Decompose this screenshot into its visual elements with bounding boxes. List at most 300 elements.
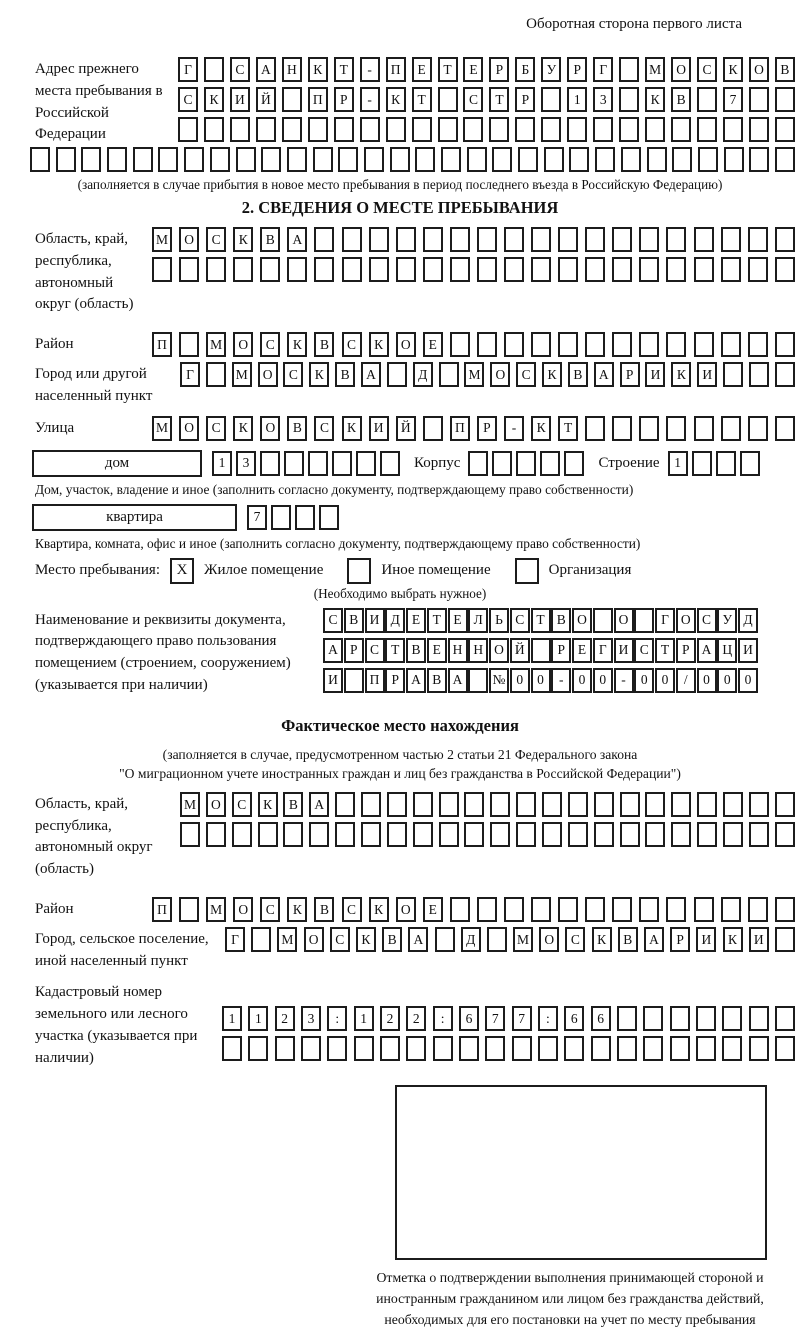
char-cell[interactable]: [671, 822, 691, 847]
char-cell[interactable]: [775, 792, 795, 817]
char-cell[interactable]: [634, 608, 654, 633]
char-cell[interactable]: [516, 451, 536, 476]
char-cell[interactable]: [489, 117, 509, 142]
char-cell[interactable]: О: [233, 897, 253, 922]
char-cell[interactable]: В: [260, 227, 280, 252]
char-cell[interactable]: Ь: [489, 608, 509, 633]
char-cell[interactable]: 3: [236, 451, 256, 476]
char-cell[interactable]: [639, 332, 659, 357]
char-cell[interactable]: А: [323, 638, 343, 663]
char-cell[interactable]: [612, 227, 632, 252]
char-cell[interactable]: [180, 822, 200, 847]
char-cell[interactable]: [485, 1036, 505, 1061]
char-cell[interactable]: С: [510, 608, 530, 633]
char-cell[interactable]: [468, 451, 488, 476]
char-cell[interactable]: Й: [256, 87, 276, 112]
char-cell[interactable]: [204, 117, 224, 142]
char-cell[interactable]: [309, 822, 329, 847]
char-cell[interactable]: [308, 117, 328, 142]
char-cell[interactable]: [467, 147, 487, 172]
char-cell[interactable]: П: [365, 668, 385, 693]
char-cell[interactable]: М: [152, 227, 172, 252]
char-cell[interactable]: [643, 1006, 663, 1031]
char-cell[interactable]: С: [232, 792, 252, 817]
char-cell[interactable]: [723, 362, 743, 387]
char-cell[interactable]: [490, 822, 510, 847]
char-cell[interactable]: О: [490, 362, 510, 387]
char-cell[interactable]: Т: [438, 57, 458, 82]
char-cell[interactable]: В: [671, 87, 691, 112]
char-cell[interactable]: [775, 416, 795, 441]
char-cell[interactable]: [387, 792, 407, 817]
char-cell[interactable]: [81, 147, 101, 172]
char-cell[interactable]: М: [645, 57, 665, 82]
char-cell[interactable]: 3: [301, 1006, 321, 1031]
char-cell[interactable]: Й: [510, 638, 530, 663]
char-cell[interactable]: О: [206, 792, 226, 817]
char-cell[interactable]: [210, 147, 230, 172]
char-cell[interactable]: С: [697, 57, 717, 82]
char-cell[interactable]: Д: [738, 608, 758, 633]
char-cell[interactable]: [158, 147, 178, 172]
char-cell[interactable]: Г: [593, 57, 613, 82]
char-cell[interactable]: [612, 897, 632, 922]
char-cell[interactable]: Б: [515, 57, 535, 82]
char-cell[interactable]: 0: [717, 668, 737, 693]
char-cell[interactable]: [621, 147, 641, 172]
char-cell[interactable]: Р: [620, 362, 640, 387]
char-cell[interactable]: [748, 332, 768, 357]
char-cell[interactable]: Й: [396, 416, 416, 441]
char-cell[interactable]: А: [406, 668, 426, 693]
apartment-box[interactable]: квартира: [32, 504, 237, 531]
char-cell[interactable]: С: [260, 332, 280, 357]
char-cell[interactable]: Р: [676, 638, 696, 663]
char-cell[interactable]: [179, 257, 199, 282]
char-cell[interactable]: П: [308, 87, 328, 112]
char-cell[interactable]: [666, 332, 686, 357]
char-cell[interactable]: С: [565, 927, 585, 952]
char-cell[interactable]: [516, 822, 536, 847]
char-cell[interactable]: В: [406, 638, 426, 663]
char-cell[interactable]: М: [513, 927, 533, 952]
char-cell[interactable]: 0: [697, 668, 717, 693]
char-cell[interactable]: [696, 1006, 716, 1031]
char-cell[interactable]: :: [327, 1006, 347, 1031]
char-cell[interactable]: [314, 257, 334, 282]
char-cell[interactable]: [531, 638, 551, 663]
char-cell[interactable]: К: [386, 87, 406, 112]
char-cell[interactable]: [504, 257, 524, 282]
char-cell[interactable]: [354, 1036, 374, 1061]
char-cell[interactable]: С: [342, 332, 362, 357]
char-cell[interactable]: [178, 117, 198, 142]
char-cell[interactable]: 1: [212, 451, 232, 476]
char-cell[interactable]: [282, 87, 302, 112]
char-cell[interactable]: Е: [406, 608, 426, 633]
char-cell[interactable]: А: [361, 362, 381, 387]
char-cell[interactable]: [538, 1036, 558, 1061]
char-cell[interactable]: 7: [723, 87, 743, 112]
char-cell[interactable]: С: [206, 227, 226, 252]
char-cell[interactable]: -: [360, 57, 380, 82]
char-cell[interactable]: О: [179, 227, 199, 252]
char-cell[interactable]: К: [356, 927, 376, 952]
char-cell[interactable]: [585, 416, 605, 441]
char-cell[interactable]: [748, 416, 768, 441]
char-cell[interactable]: И: [365, 608, 385, 633]
char-cell[interactable]: [492, 147, 512, 172]
char-cell[interactable]: [342, 257, 362, 282]
char-cell[interactable]: 1: [668, 451, 688, 476]
char-cell[interactable]: Г: [655, 608, 675, 633]
char-cell[interactable]: [487, 927, 507, 952]
confirmation-stamp-box[interactable]: [395, 1085, 767, 1260]
char-cell[interactable]: [439, 362, 459, 387]
char-cell[interactable]: Е: [423, 332, 443, 357]
char-cell[interactable]: [531, 257, 551, 282]
char-cell[interactable]: Н: [468, 638, 488, 663]
char-cell[interactable]: [620, 822, 640, 847]
char-cell[interactable]: Д: [385, 608, 405, 633]
char-cell[interactable]: [670, 1006, 690, 1031]
char-cell[interactable]: А: [448, 668, 468, 693]
char-cell[interactable]: [504, 897, 524, 922]
char-cell[interactable]: [463, 117, 483, 142]
char-cell[interactable]: [477, 257, 497, 282]
char-cell[interactable]: [723, 117, 743, 142]
char-cell[interactable]: [666, 257, 686, 282]
char-cell[interactable]: [206, 822, 226, 847]
char-cell[interactable]: [335, 822, 355, 847]
char-cell[interactable]: [206, 257, 226, 282]
char-cell[interactable]: [338, 147, 358, 172]
char-cell[interactable]: А: [287, 227, 307, 252]
char-cell[interactable]: Л: [468, 608, 488, 633]
char-cell[interactable]: [423, 227, 443, 252]
char-cell[interactable]: О: [179, 416, 199, 441]
char-cell[interactable]: 1: [222, 1006, 242, 1031]
char-cell[interactable]: Р: [515, 87, 535, 112]
char-cell[interactable]: [179, 897, 199, 922]
char-cell[interactable]: [542, 792, 562, 817]
char-cell[interactable]: С: [697, 608, 717, 633]
char-cell[interactable]: Р: [385, 668, 405, 693]
char-cell[interactable]: [396, 227, 416, 252]
char-cell[interactable]: О: [396, 897, 416, 922]
char-cell[interactable]: [619, 57, 639, 82]
char-cell[interactable]: [438, 87, 458, 112]
char-cell[interactable]: [775, 1036, 795, 1061]
char-cell[interactable]: [206, 362, 226, 387]
char-cell[interactable]: М: [206, 897, 226, 922]
char-cell[interactable]: Т: [385, 638, 405, 663]
char-cell[interactable]: А: [309, 792, 329, 817]
char-cell[interactable]: [568, 822, 588, 847]
char-cell[interactable]: К: [204, 87, 224, 112]
char-cell[interactable]: [749, 1036, 769, 1061]
char-cell[interactable]: 2: [275, 1006, 295, 1031]
char-cell[interactable]: В: [314, 332, 334, 357]
char-cell[interactable]: 6: [564, 1006, 584, 1031]
char-cell[interactable]: 3: [593, 87, 613, 112]
char-cell[interactable]: [468, 668, 488, 693]
char-cell[interactable]: [413, 792, 433, 817]
char-cell[interactable]: [748, 227, 768, 252]
char-cell[interactable]: [492, 451, 512, 476]
char-cell[interactable]: [694, 897, 714, 922]
char-cell[interactable]: [380, 1036, 400, 1061]
char-cell[interactable]: [595, 147, 615, 172]
char-cell[interactable]: [204, 57, 224, 82]
char-cell[interactable]: К: [342, 416, 362, 441]
char-cell[interactable]: [406, 1036, 426, 1061]
stay-type-checkbox-other[interactable]: [347, 558, 371, 584]
char-cell[interactable]: [360, 117, 380, 142]
char-cell[interactable]: С: [516, 362, 536, 387]
char-cell[interactable]: В: [335, 362, 355, 387]
char-cell[interactable]: [283, 822, 303, 847]
char-cell[interactable]: [232, 822, 252, 847]
char-cell[interactable]: [775, 822, 795, 847]
char-cell[interactable]: [671, 792, 691, 817]
char-cell[interactable]: 0: [655, 668, 675, 693]
char-cell[interactable]: [775, 147, 795, 172]
char-cell[interactable]: [335, 792, 355, 817]
char-cell[interactable]: [313, 147, 333, 172]
char-cell[interactable]: [594, 792, 614, 817]
stay-type-checkbox-organization[interactable]: [515, 558, 539, 584]
char-cell[interactable]: К: [369, 332, 389, 357]
char-cell[interactable]: О: [260, 416, 280, 441]
char-cell[interactable]: 6: [591, 1006, 611, 1031]
char-cell[interactable]: О: [614, 608, 634, 633]
char-cell[interactable]: [477, 332, 497, 357]
char-cell[interactable]: [504, 332, 524, 357]
char-cell[interactable]: К: [287, 897, 307, 922]
char-cell[interactable]: [645, 822, 665, 847]
char-cell[interactable]: В: [344, 608, 364, 633]
char-cell[interactable]: К: [369, 897, 389, 922]
char-cell[interactable]: -: [504, 416, 524, 441]
char-cell[interactable]: [256, 117, 276, 142]
char-cell[interactable]: [504, 227, 524, 252]
char-cell[interactable]: Р: [670, 927, 690, 952]
char-cell[interactable]: [512, 1036, 532, 1061]
char-cell[interactable]: [423, 257, 443, 282]
char-cell[interactable]: Т: [558, 416, 578, 441]
char-cell[interactable]: [133, 147, 153, 172]
char-cell[interactable]: Р: [567, 57, 587, 82]
char-cell[interactable]: В: [551, 608, 571, 633]
char-cell[interactable]: С: [463, 87, 483, 112]
char-cell[interactable]: М: [464, 362, 484, 387]
char-cell[interactable]: К: [671, 362, 691, 387]
char-cell[interactable]: [464, 792, 484, 817]
char-cell[interactable]: [413, 822, 433, 847]
char-cell[interactable]: [564, 451, 584, 476]
char-cell[interactable]: [585, 227, 605, 252]
char-cell[interactable]: Е: [412, 57, 432, 82]
char-cell[interactable]: [184, 147, 204, 172]
stay-type-checkbox-dwelling[interactable]: X: [170, 558, 194, 584]
char-cell[interactable]: 7: [247, 505, 267, 530]
char-cell[interactable]: 0: [738, 668, 758, 693]
char-cell[interactable]: [647, 147, 667, 172]
char-cell[interactable]: Р: [489, 57, 509, 82]
char-cell[interactable]: [107, 147, 127, 172]
char-cell[interactable]: [450, 227, 470, 252]
char-cell[interactable]: 2: [406, 1006, 426, 1031]
char-cell[interactable]: Е: [448, 608, 468, 633]
char-cell[interactable]: [541, 117, 561, 142]
char-cell[interactable]: Н: [282, 57, 302, 82]
char-cell[interactable]: [531, 227, 551, 252]
char-cell[interactable]: [380, 451, 400, 476]
char-cell[interactable]: [152, 257, 172, 282]
char-cell[interactable]: С: [178, 87, 198, 112]
char-cell[interactable]: О: [396, 332, 416, 357]
char-cell[interactable]: [387, 822, 407, 847]
char-cell[interactable]: 2: [380, 1006, 400, 1031]
char-cell[interactable]: [569, 147, 589, 172]
char-cell[interactable]: [464, 822, 484, 847]
char-cell[interactable]: [415, 147, 435, 172]
char-cell[interactable]: №: [489, 668, 509, 693]
char-cell[interactable]: [301, 1036, 321, 1061]
char-cell[interactable]: Ц: [717, 638, 737, 663]
char-cell[interactable]: [284, 451, 304, 476]
char-cell[interactable]: [364, 147, 384, 172]
char-cell[interactable]: 0: [572, 668, 592, 693]
char-cell[interactable]: С: [330, 927, 350, 952]
char-cell[interactable]: [748, 897, 768, 922]
char-cell[interactable]: [258, 822, 278, 847]
char-cell[interactable]: [342, 227, 362, 252]
char-cell[interactable]: 6: [459, 1006, 479, 1031]
char-cell[interactable]: Д: [413, 362, 433, 387]
char-cell[interactable]: [591, 1036, 611, 1061]
char-cell[interactable]: К: [531, 416, 551, 441]
char-cell[interactable]: [361, 822, 381, 847]
char-cell[interactable]: 0: [531, 668, 551, 693]
char-cell[interactable]: [692, 451, 712, 476]
char-cell[interactable]: И: [749, 927, 769, 952]
char-cell[interactable]: [236, 147, 256, 172]
char-cell[interactable]: [518, 147, 538, 172]
char-cell[interactable]: [694, 332, 714, 357]
char-cell[interactable]: [260, 451, 280, 476]
char-cell[interactable]: [585, 257, 605, 282]
char-cell[interactable]: [722, 1006, 742, 1031]
char-cell[interactable]: [412, 117, 432, 142]
char-cell[interactable]: [441, 147, 461, 172]
char-cell[interactable]: [698, 147, 718, 172]
char-cell[interactable]: А: [408, 927, 428, 952]
char-cell[interactable]: [30, 147, 50, 172]
char-cell[interactable]: С: [323, 608, 343, 633]
char-cell[interactable]: К: [723, 927, 743, 952]
char-cell[interactable]: К: [723, 57, 743, 82]
char-cell[interactable]: Т: [489, 87, 509, 112]
char-cell[interactable]: Д: [461, 927, 481, 952]
char-cell[interactable]: [749, 1006, 769, 1031]
char-cell[interactable]: Е: [423, 897, 443, 922]
char-cell[interactable]: [332, 451, 352, 476]
char-cell[interactable]: [775, 257, 795, 282]
char-cell[interactable]: [749, 362, 769, 387]
char-cell[interactable]: [775, 117, 795, 142]
char-cell[interactable]: [639, 227, 659, 252]
char-cell[interactable]: 0: [510, 668, 530, 693]
char-cell[interactable]: Г: [178, 57, 198, 82]
char-cell[interactable]: [723, 822, 743, 847]
char-cell[interactable]: [619, 87, 639, 112]
char-cell[interactable]: [568, 792, 588, 817]
char-cell[interactable]: 7: [512, 1006, 532, 1031]
char-cell[interactable]: Е: [572, 638, 592, 663]
char-cell[interactable]: О: [233, 332, 253, 357]
char-cell[interactable]: [295, 505, 315, 530]
char-cell[interactable]: [531, 332, 551, 357]
char-cell[interactable]: 1: [248, 1006, 268, 1031]
char-cell[interactable]: 7: [485, 1006, 505, 1031]
char-cell[interactable]: [666, 897, 686, 922]
char-cell[interactable]: [617, 1036, 637, 1061]
char-cell[interactable]: [423, 416, 443, 441]
char-cell[interactable]: К: [645, 87, 665, 112]
char-cell[interactable]: Т: [427, 608, 447, 633]
char-cell[interactable]: О: [676, 608, 696, 633]
char-cell[interactable]: Г: [180, 362, 200, 387]
char-cell[interactable]: [558, 257, 578, 282]
char-cell[interactable]: П: [386, 57, 406, 82]
char-cell[interactable]: [749, 822, 769, 847]
char-cell[interactable]: -: [551, 668, 571, 693]
char-cell[interactable]: А: [644, 927, 664, 952]
char-cell[interactable]: В: [283, 792, 303, 817]
char-cell[interactable]: [356, 451, 376, 476]
char-cell[interactable]: [749, 147, 769, 172]
char-cell[interactable]: [749, 792, 769, 817]
char-cell[interactable]: [314, 227, 334, 252]
char-cell[interactable]: [542, 822, 562, 847]
char-cell[interactable]: [696, 1036, 716, 1061]
char-cell[interactable]: [612, 257, 632, 282]
char-cell[interactable]: К: [258, 792, 278, 817]
char-cell[interactable]: [439, 822, 459, 847]
char-cell[interactable]: Р: [551, 638, 571, 663]
char-cell[interactable]: [666, 416, 686, 441]
char-cell[interactable]: Р: [344, 638, 364, 663]
char-cell[interactable]: 1: [567, 87, 587, 112]
char-cell[interactable]: К: [308, 57, 328, 82]
char-cell[interactable]: [179, 332, 199, 357]
char-cell[interactable]: [593, 608, 613, 633]
char-cell[interactable]: [334, 117, 354, 142]
char-cell[interactable]: [639, 897, 659, 922]
char-cell[interactable]: [541, 87, 561, 112]
char-cell[interactable]: [261, 147, 281, 172]
char-cell[interactable]: [308, 451, 328, 476]
char-cell[interactable]: Н: [448, 638, 468, 663]
char-cell[interactable]: В: [618, 927, 638, 952]
char-cell[interactable]: О: [572, 608, 592, 633]
char-cell[interactable]: Е: [463, 57, 483, 82]
char-cell[interactable]: [287, 257, 307, 282]
char-cell[interactable]: [56, 147, 76, 172]
char-cell[interactable]: [439, 792, 459, 817]
